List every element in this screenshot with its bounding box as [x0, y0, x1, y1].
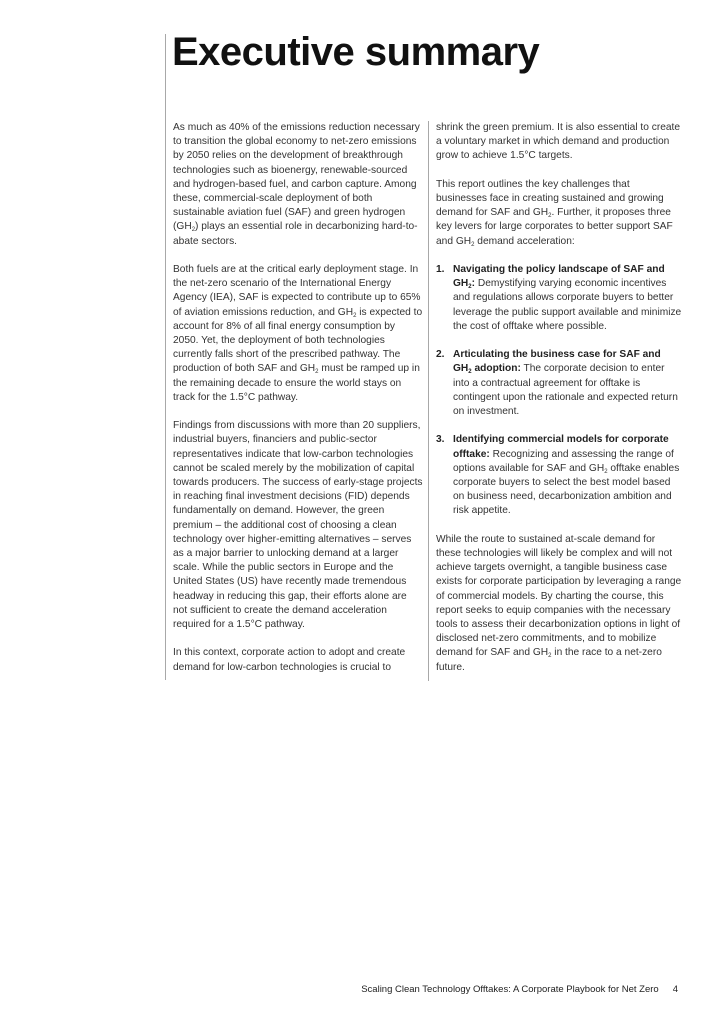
page-number: 4 [672, 984, 678, 995]
conclusion-paragraph: While the route to sustained at-scale demand for these technologies will likely be complex and will not achieve targets overnight, a tangible business case exists for corporate participation by leveraging a range of commercial models. By charting the course, this report seeks to equip companies with the necessary tools to assess their decarbonization options in light of disclosed net-zero commitments, and to mobilize demand for SAF and $GH_2$ in the race to a net-zero future. [436, 533, 682, 673]
report-title: Scaling Clean Technology Offtakes: A Corporate Playbook for Net Zero [361, 984, 659, 995]
list-item: 2. Articulating the business case for SAF and $GH_2$ adoption: The corporate decision to enter into a contractual agreement for offtake is contingent upon the rationale and expected return on investment. [436, 349, 678, 418]
lever-heading: Identifying commercial models for corporate offtake: [453, 434, 669, 460]
deployment-paragraph: Both fuels are at the critical early deployment stage. In the net-zero scenario of the International Energy Agency (IEA), SAF is expected to contribute up to 65% of aviation emissions reduction, and $GH_2$ is expected to account for 8% of all final energy consumption by 2050. Yet, the deployment of both technologies currently falls short of the prescribed pathway. The production of both SAF and $GH_2$ must be ramped up in the remaining decade to ensure the world stays on track for the 1.5°C pathway. [173, 264, 423, 403]
column-divider [428, 121, 429, 681]
page-title: Executive summary [172, 30, 540, 74]
continuation-paragraph: shrink the green premium. It is also essential to create a voluntary market in which demand and production grow to achieve 1.5°C targets. [436, 122, 681, 162]
corporate-action-paragraph: In this context, corporate action to adopt and create demand for low-carbon technologies is crucial to [173, 647, 406, 673]
intro-paragraph: As much as 40% of the emissions reduction necessary to transition the global economy to net-zero emissions by 2050 relies on the development of breakthrough technologies such as bioenergy, renewable-sourced and hydrogen-based fuel, and carbon capture. Among these, commercial-scale deployment of both sustainable aviation fuel (SAF) and green hydrogen $(GH_2)$ plays an essential role in decarbonizing hard-to-abate sectors. [173, 122, 420, 247]
key-levers-list [436, 263, 682, 519]
title-rule [165, 34, 166, 680]
list-item: 1. Navigating the policy landscape of SAF and $GH_2$: Demystifying varying economic incentives and regulations allows corporate buyers to better leverage the public support available and minimize the cost of offtake where possible. [436, 264, 682, 332]
right-column [436, 121, 682, 675]
lever-heading: Articulating the business case for SAF and $GH_2$ adoption: [453, 349, 661, 376]
report-outline-paragraph: This report outlines the key challenges that businesses face in creating sustained and growing demand for SAF and $GH_2$. Further, it proposes three key levers for large corporates to better support SAF and $GH_2$ demand acceleration: [436, 178, 673, 248]
lever-heading: Navigating the policy landscape of SAF and $GH_2$: [453, 264, 665, 291]
left-column [173, 121, 423, 675]
findings-paragraph: Findings from discussions with more than 20 suppliers, industrial buyers, financiers and public-sector representatives indicate that low-carbon technologies cannot be scaled merely by the mobilization of capital towards producers. The success of early-stage projects in reaching final investment decisions (FID) depends fundamentally on demand. However, the green premium – the additional cost of choosing a clean technology over higher-emitting alternatives – serves as a major barrier to unlocking demand at a larger scale. While the public sectors in Europe and the United States (US) have recently made tremendous headway in reducing this gap, their efforts alone are not sufficient to create the demand acceleration required for a 1.5°C pathway. [173, 420, 423, 631]
page-footer [361, 984, 678, 995]
list-item: 3. Identifying commercial models for corporate offtake: Recognizing and assessing the range of options available for SAF and $GH_2$ offtake enables corporate buyers to select the best model based on business need, decarbonization ambition and risk appetite. [436, 434, 680, 517]
